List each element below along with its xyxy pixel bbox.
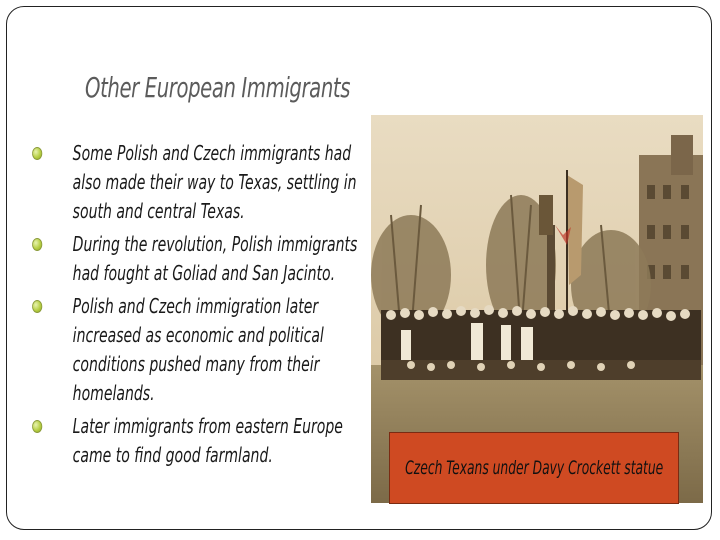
bullet-text: Later immigrants from eastern Europe came to find good farmland. xyxy=(72,414,343,467)
bullet-item xyxy=(29,230,372,288)
bullet-list xyxy=(29,139,372,474)
slide-title: Other European Immigrants xyxy=(85,71,351,104)
photo-caption: Czech Texans under Davy Crockett statue xyxy=(404,457,664,479)
bullet-dot-icon xyxy=(32,300,42,313)
bullet-text: Some Polish and Czech immigrants had also made their way to Texas, settling in south and central Texas. xyxy=(72,141,357,223)
bullet-dot-icon xyxy=(32,420,42,433)
bullet-item xyxy=(29,412,372,470)
bullet-dot-icon xyxy=(32,147,42,160)
crowd-shape xyxy=(381,305,701,380)
bullet-dot-icon xyxy=(32,238,42,251)
slide-frame xyxy=(6,6,712,530)
photo-caption-box xyxy=(389,432,679,504)
bullet-item xyxy=(29,139,372,226)
bullet-text: During the revolution, Polish immigrants had fought at Goliad and San Jacinto. xyxy=(72,232,358,285)
bullet-item xyxy=(29,292,372,408)
bullet-text: Polish and Czech immigration later increased as economic and political conditions pushed many from their homelands. xyxy=(72,294,324,405)
